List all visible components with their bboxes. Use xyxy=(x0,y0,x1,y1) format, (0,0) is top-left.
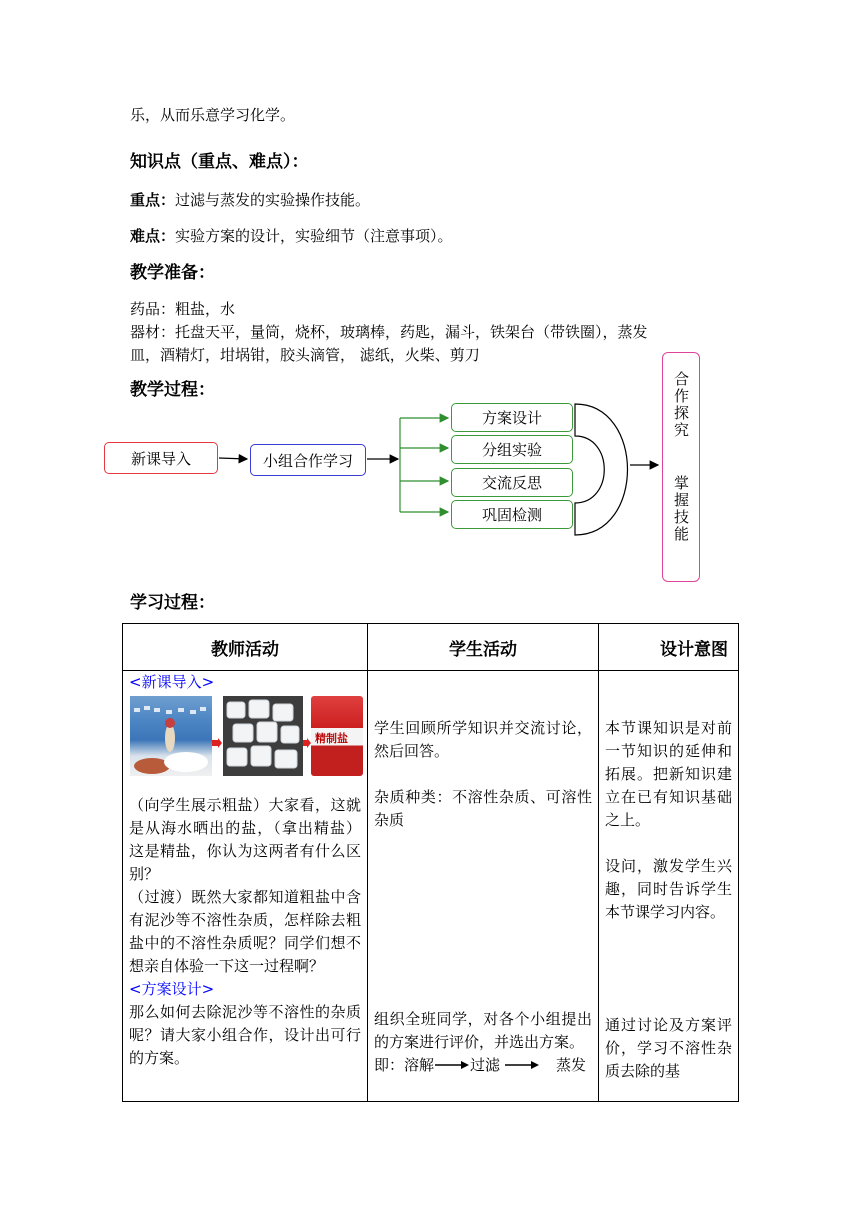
table-header-row xyxy=(123,624,739,671)
column-header-student: 学生活动 xyxy=(368,624,599,671)
flow-prefix: 即：溶解 xyxy=(374,1056,435,1074)
teacher-para-1: （向学生展示粗盐）大家看，这就是从海水晒出的盐，（拿出精盐）这是精盐，你认为这两者有什么区别？ xyxy=(129,796,361,883)
student-flow-line xyxy=(368,1054,598,1077)
flow-end: 蒸发 xyxy=(556,1056,587,1074)
prep-equipment-line1: 器材：托盘天平，量筒，烧杯，玻璃棒，药匙，漏斗，铁架台（带铁圈），蒸发 xyxy=(130,323,648,341)
process-step-design xyxy=(451,403,573,432)
student-para-3: 组织全班同学，对各个小组提出的方案进行评价，并选出方案。 xyxy=(374,1010,592,1051)
intent-para-1: 本节课知识是对前一节知识的延伸和拓展。把新知识建立在已有知识基础之上。 xyxy=(605,719,732,829)
intent-para-2: 设问，激发学生兴趣，同时告诉学生本节课学习内容。 xyxy=(605,857,732,921)
process-step-label: 交流反思 xyxy=(481,474,542,492)
knowledge-heading: 知识点（重点、难点）： xyxy=(130,152,309,172)
process-step-label: 巩固检测 xyxy=(481,506,542,524)
teacher-para-3: 那么如何去除泥沙等不溶性的杂质呢？请大家小组合作，设计出可行的方案。 xyxy=(129,1003,361,1067)
column-header-teacher: 教师活动 xyxy=(123,624,368,671)
student-activity-cell xyxy=(368,671,599,1102)
process-result-box xyxy=(662,352,700,582)
arrow-right-icon xyxy=(212,733,222,743)
process-result-top: 合作探究 xyxy=(672,371,690,439)
flow-mid: 过滤 xyxy=(470,1056,501,1074)
arrow-right-icon xyxy=(303,733,311,743)
intro-tag: <新课导入> xyxy=(129,673,215,691)
process-step-label: 方案设计 xyxy=(481,409,542,427)
process-start-box xyxy=(104,442,218,474)
hard-point-label: 难点： xyxy=(130,227,176,245)
process-group-label: 小组合作学习 xyxy=(262,451,353,470)
intent-para-3: 通过讨论及方案评价，学习不溶性杂质去除的基 xyxy=(605,1016,732,1080)
design-tag: <方案设计> xyxy=(129,980,215,998)
key-point-text: 过滤与蒸发的实验操作技能。 xyxy=(175,191,371,209)
process-step-experiment xyxy=(451,435,573,464)
arrow-right-icon xyxy=(504,1054,540,1077)
hard-point-text: 实验方案的设计，实验细节（注意事项）。 xyxy=(175,227,453,245)
prep-heading: 教学准备： xyxy=(130,263,215,283)
process-step-reflect xyxy=(451,468,573,497)
learning-table xyxy=(122,623,739,1102)
package-label: 精制盐 xyxy=(315,732,348,745)
prep-reagents: 药品：粗盐，水 xyxy=(130,300,236,318)
arrow-right-icon xyxy=(434,1054,470,1077)
student-para-2: 杂质种类：不溶性杂质、可溶性杂质 xyxy=(374,788,592,829)
prep-equipment-line2: 皿，酒精灯，坩埚钳，胶头滴管， 滤纸，火柴、剪刀 xyxy=(130,346,480,364)
refined-salt-package xyxy=(311,696,363,776)
process-result-bottom: 掌握技能 xyxy=(672,475,690,543)
key-point-label: 重点： xyxy=(130,191,176,209)
process-group-box xyxy=(250,444,366,476)
process-step-test xyxy=(451,500,573,529)
student-para-1: 学生回顾所学知识并交流讨论，然后回答。 xyxy=(374,719,592,760)
intro-tail-text: 乐，从而乐意学习化学。 xyxy=(130,106,296,124)
teacher-para-2: （过渡）既然大家都知道粗盐中含有泥沙等不溶性杂质，怎样除去粗盐中的不溶性杂质呢？同学们想不想亲自体验一下这一过程啊？ xyxy=(129,888,361,975)
learning-heading: 学习过程： xyxy=(130,593,215,613)
process-start-label: 新课导入 xyxy=(130,449,191,468)
column-header-intent: 设计意图 xyxy=(599,624,739,671)
design-intent-cell xyxy=(599,671,739,1102)
process-heading: 教学过程： xyxy=(130,380,215,400)
salt-crystals-photo xyxy=(223,696,303,776)
sea-salt-photo xyxy=(130,696,212,776)
process-step-label: 分组实验 xyxy=(481,441,542,459)
process-flow-connectors xyxy=(0,0,860,600)
